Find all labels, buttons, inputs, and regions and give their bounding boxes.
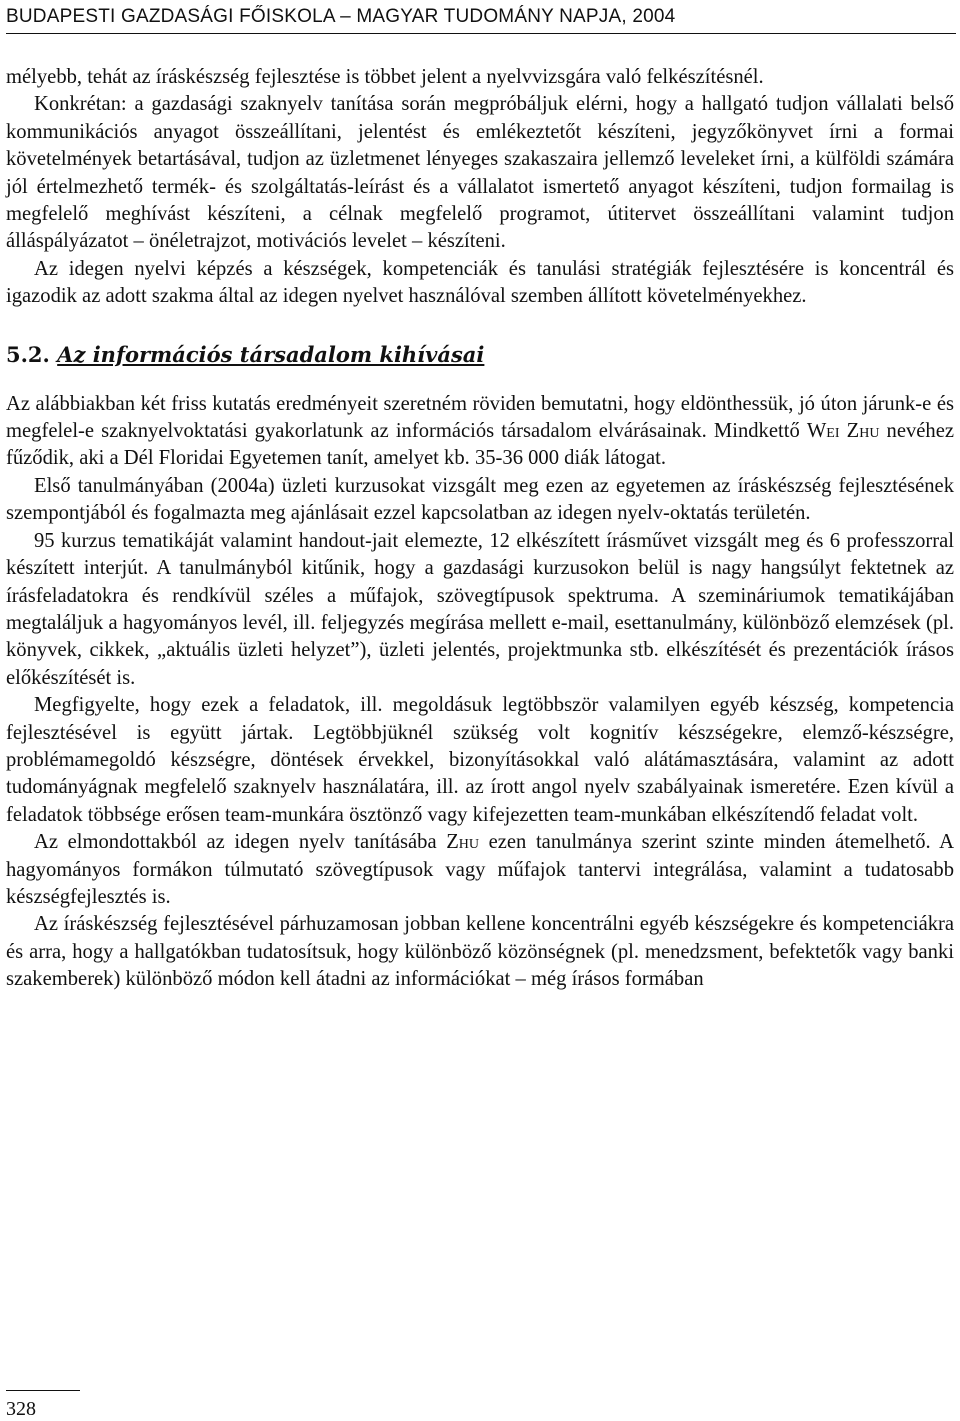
- page-number: 328: [6, 1398, 36, 1420]
- paragraph: Első tanulmányában (2004a) üzleti kurzusokat vizsgált meg ezen az egyetemen az íráskészség fejlesztésének szempontjából és fogalmazta meg ajánlásait ezzel kapcsolatban az idegen nyelv-oktatás területén.: [6, 474, 954, 525]
- section-title: Az információs társadalom kihívásai: [57, 341, 485, 367]
- paragraph: mélyebb, tehát az íráskészség fejlesztése is többet jelent a nyelvvizsgára való felkészítésnél.: [6, 66, 764, 88]
- paragraph: [6, 391, 954, 473]
- paragraph: Konkrétan: a gazdasági szaknyelv tanítása során megpróbáljuk elérni, hogy a hallgató tudjon vállalati belső kommunikációs anyagot összeállítani, jelentést és emlékeztetőt készíteni, jegyzőkönyvet írni a formai követelmények betartásával, tudjon az üzletmenet lényeges szakaszaira jellemző leveleket írni, a külföldi számára jól értelmezhető termék- és szolgáltatás-leírást és a vállalatot ismertető anyagot készíteni, tudjon formailag is megfelelő meghívást készíteni, a célnak megfelelő programot, útitervet összeállítani valamint tudjon álláspályázatot – önéletrajzot, motivációs levelet – készíteni.: [6, 93, 954, 253]
- paragraph-text: Az elmondottakból az idegen nyelv tanításába: [34, 831, 447, 854]
- paragraph: [6, 829, 954, 911]
- page-body: [6, 64, 954, 994]
- section-heading: [6, 341, 954, 369]
- paragraph-text: Az alábbiakban két friss kutatás eredményeit szeretném röviden bemutatni, hogy eldönthessük, jó úton járunk-e és megfelel-e szaknyelvoktatási gyakorlatunk az információs társadalom elvárásainak. Mindkettő: [6, 392, 954, 443]
- footer-rule: [6, 1390, 80, 1391]
- paragraph: Az íráskészség fejlesztésével párhuzamosan jobban kellene koncentrálni egyéb készségekre és kompetenciákra és arra, hogy a hallgatókban tudatosítsuk, hogy különböző közönségnek (pl. menedzsment, befektetők vagy banki szakemberek) különböző módon kell átadni az információkat – még írásos formában: [6, 913, 954, 991]
- paragraph-text: nevéhez fűződik, aki a Dél Floridai Egyetemen tanít, amelyet kb. 35-36 000 diák látogat.: [6, 420, 955, 470]
- paragraph: Az idegen nyelvi képzés a készségek, kompetenciák és tanulási stratégiák fejlesztésére is koncentrál és igazodik az adott szakma által az idegen nyelvet használóval szemben állított követelményekhez.: [6, 257, 954, 308]
- author-name: Zhu: [446, 831, 480, 854]
- section-number: 5.2.: [6, 341, 50, 367]
- paragraph-text: ezen tanulmánya szerint szinte minden átemelhető. A hagyományos formákon túlmutató szövegtípusok vagy műfajok tantervi integrálása, valamint a tudatosabb készségfejlesztés is.: [6, 831, 954, 908]
- author-name: Wei Zhu: [806, 420, 880, 443]
- running-header: BUDAPESTI GAZDASÁGI FŐISKOLA – MAGYAR TUDOMÁNY NAPJA, 2004: [6, 6, 956, 34]
- paragraph: Megfigyelte, hogy ezek a feladatok, ill. megoldásuk legtöbbször valamilyen egyéb készség, kompetencia fejlesztésével is együtt jártak. Legtöbbjüknél szükség volt kognitív készségekre, elemző-készségre, problémamegoldó készségre, döntések érvekkel, bizonyításokkal való alátámasztására, valamint az adott tudományágnak megfelelő szaknyelv használatára, ill. az írott angol nyelv szabályainak ismeretére. Ezen kívül a feladatok többsége erősen team-munkára ösztönző vagy kifejezetten team-munkában elkészítendő feladat volt.: [6, 694, 954, 826]
- paragraph: 95 kurzus tematikáját valamint handout-jait elemezte, 12 elkészített írásművet vizsgált meg és 6 professzorral készített interjút. A tanulmányból kitűnik, hogy a gazdasági kurzusokon belül is nagy hangsúlyt fektetnek az írásfeladatokra és rendkívül széles a műfajok, szövegtípusok spektruma. A szemináriumok tematikájában megtaláljuk a hagyományos levél, ill. feljegyzés megírása mellett e-mail, esettanulmány, különböző elemzések (pl. könyvek, cikkek, „aktuális üzleti helyzet”), üzleti jelentés, projektmunka stb. elkészítését és prezentációk írásos előkészítését is.: [6, 529, 954, 689]
